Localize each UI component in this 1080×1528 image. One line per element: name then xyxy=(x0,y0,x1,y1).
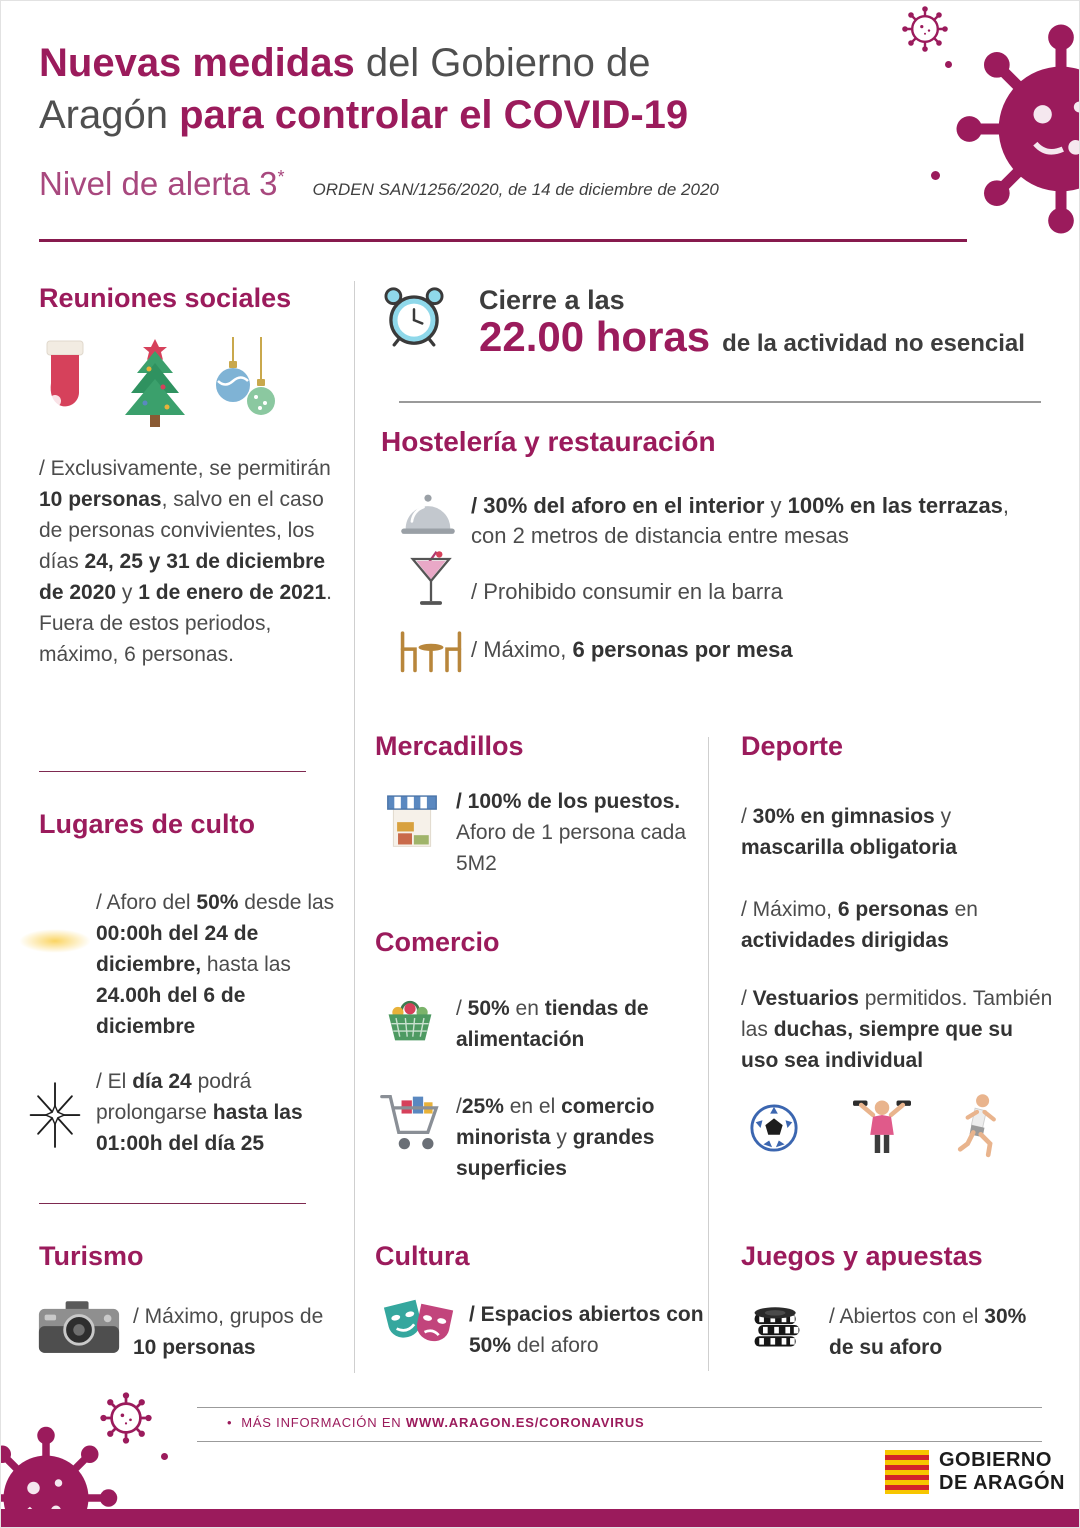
text-segment: y xyxy=(764,493,788,518)
text-segment: 00:00h del 24 de diciembre, xyxy=(96,922,259,976)
deporte-item-2 xyxy=(741,894,1051,956)
text-segment: en el xyxy=(503,1095,562,1118)
text-segment: , con 2 metros de distancia entre mesas xyxy=(471,493,1010,548)
alert-asterisk: * xyxy=(277,167,285,187)
text-segment: y xyxy=(116,581,139,604)
closure-time xyxy=(479,313,1025,361)
section-title-cultura: Cultura xyxy=(375,1241,470,1271)
closure-label: Cierre a las xyxy=(479,285,625,315)
text-segment: actividades dirigidas xyxy=(741,929,949,952)
hosteleria-item-2 xyxy=(471,577,1046,607)
title-highlight-2: para controlar el COVID-19 xyxy=(179,93,689,137)
text-segment: / Aforo del xyxy=(96,891,197,914)
text-segment: grandes superficies xyxy=(456,1126,655,1180)
soccer-ball-icon xyxy=(749,1103,799,1153)
text-segment: del aforo xyxy=(511,1334,599,1357)
aragon-flag-icon xyxy=(885,1450,929,1494)
footer-info-label: MÁS INFORMACIÓN EN xyxy=(241,1415,406,1430)
text-segment: en xyxy=(948,898,978,921)
grocery-basket-icon xyxy=(383,991,437,1047)
text-segment: mascarilla obligatoria xyxy=(741,836,957,859)
runner-icon xyxy=(949,1091,1005,1159)
bottom-accent-bar xyxy=(1,1509,1080,1528)
text-segment: tiendas de alimentación xyxy=(456,997,649,1051)
cloche-icon xyxy=(399,491,457,541)
reuniones-text xyxy=(39,453,335,670)
text-segment: duchas, siempre que su uso sea individual xyxy=(741,1018,1013,1072)
christmas-stocking-icon xyxy=(39,337,97,421)
title-plain-1: del Gobierno de xyxy=(354,41,651,85)
text-segment: hasta las xyxy=(201,953,291,976)
text-segment: / El xyxy=(96,1070,133,1093)
text-segment: hasta las 01:00h del día 25 xyxy=(96,1101,303,1155)
text-segment: 100% en las terrazas xyxy=(787,493,1003,518)
comercio-item-2 xyxy=(456,1091,706,1184)
footer-divider-top xyxy=(197,1407,1042,1408)
mercadillos-item-1 xyxy=(456,786,691,879)
poker-chips-icon xyxy=(749,1297,805,1353)
market-stall-icon xyxy=(385,793,439,855)
christmas-icons xyxy=(39,337,277,429)
section-title-turismo: Turismo xyxy=(39,1241,144,1271)
text-segment: 50% xyxy=(196,891,239,914)
text-segment: día 24 xyxy=(132,1070,192,1093)
page-title xyxy=(39,37,919,141)
order-reference: ORDEN SAN/1256/2020, de 14 de diciembre de 2020 xyxy=(312,180,719,199)
text-segment: . Fuera de estos periodos, máximo, 6 personas. xyxy=(39,581,333,666)
text-segment: / Prohibido consumir en la barra xyxy=(471,579,783,604)
text-segment: y xyxy=(934,805,952,828)
decor-dot xyxy=(931,171,940,180)
text-segment: / xyxy=(456,1095,462,1118)
text-segment: / 30% del aforo en el interior xyxy=(471,493,765,518)
text-segment: 50% xyxy=(467,997,510,1020)
camera-icon xyxy=(37,1299,121,1357)
banner-divider xyxy=(399,401,1041,403)
candle-glow-icon xyxy=(19,929,91,953)
section-title-culto: Lugares de culto xyxy=(39,809,256,839)
header-divider xyxy=(39,239,967,242)
section-divider xyxy=(39,1203,306,1204)
text-segment: / Máximo, grupos de xyxy=(133,1305,324,1328)
footer-divider-bottom xyxy=(197,1441,1042,1442)
text-segment: / 100% de los puestos. xyxy=(456,790,681,813)
logo-line-1: GOBIERNO xyxy=(939,1449,1052,1471)
culto-item-2 xyxy=(96,1066,342,1159)
text-segment: Vestuarios xyxy=(752,987,859,1010)
title-highlight-1: Nuevas medidas xyxy=(39,41,355,85)
footer-info xyxy=(227,1415,645,1430)
column-divider xyxy=(708,737,709,1371)
comercio-item-1 xyxy=(456,993,701,1055)
text-segment: 6 personas por mesa xyxy=(572,637,793,662)
sparkle-star-icon xyxy=(25,1081,85,1149)
text-segment: 25% xyxy=(461,1095,504,1118)
section-title-comercio: Comercio xyxy=(375,927,500,957)
virus-outline-icon xyxy=(901,5,949,53)
text-segment: en xyxy=(509,997,545,1020)
text-segment: 6 personas xyxy=(837,898,949,921)
text-segment: / Abiertos con el xyxy=(829,1305,985,1328)
juegos-item-1 xyxy=(829,1301,1049,1363)
shopping-cart-icon xyxy=(379,1087,441,1157)
title-plain-2: Aragón xyxy=(39,93,180,137)
hosteleria-item-3 xyxy=(471,635,1046,665)
cultura-item-1 xyxy=(469,1299,704,1361)
text-segment: desde las xyxy=(238,891,335,914)
text-segment: 10 personas xyxy=(133,1336,256,1359)
text-segment: , salvo en el caso de personas convivientes, los días xyxy=(39,488,324,573)
christmas-tree-icon xyxy=(119,337,191,429)
turismo-item-1 xyxy=(133,1301,343,1363)
text-segment: 30% de su aforo xyxy=(829,1305,1027,1359)
text-segment: / xyxy=(741,805,753,828)
alert-level-text: Nivel de alerta 3 xyxy=(39,165,278,202)
text-segment: permitidos. También las xyxy=(741,987,1053,1041)
table-chairs-icon xyxy=(397,626,465,674)
text-segment: 30% en gimnasios xyxy=(752,805,935,828)
alert-level xyxy=(39,165,284,203)
alarm-clock-icon xyxy=(381,281,447,351)
culto-item-1 xyxy=(96,887,342,1042)
theater-masks-icon xyxy=(381,1293,457,1353)
hosteleria-item-1 xyxy=(471,491,1046,551)
logo-line-2: DE ARAGÓN xyxy=(939,1472,1065,1494)
text-segment: 24.00h del 6 de diciembre xyxy=(96,984,246,1038)
text-segment: 1 de enero de 2021 xyxy=(138,581,327,604)
closure-time-value: 22.00 horas xyxy=(479,313,711,360)
header xyxy=(39,37,919,203)
text-segment: Aforo de 1 persona cada 5M2 xyxy=(456,821,686,875)
text-segment: / xyxy=(456,997,468,1020)
section-title-mercadillos: Mercadillos xyxy=(375,731,524,761)
section-divider xyxy=(39,771,306,772)
weightlifter-icon xyxy=(853,1091,911,1157)
gobierno-aragon-logo xyxy=(885,1449,1065,1495)
section-title-hosteleria: Hostelería y restauración xyxy=(381,426,716,457)
baubles-icon xyxy=(213,337,277,429)
text-segment: comercio minorista xyxy=(456,1095,655,1149)
decor-dot xyxy=(161,1453,168,1460)
virus-icon xyxy=(951,19,1080,239)
bullet-icon: • xyxy=(227,1415,233,1430)
text-segment: / Máximo, xyxy=(471,637,573,662)
section-title-reuniones: Reuniones sociales xyxy=(39,283,292,313)
decor-dot xyxy=(945,61,952,68)
section-title-juegos: Juegos y apuestas xyxy=(741,1241,983,1271)
deporte-item-3 xyxy=(741,983,1056,1076)
text-segment: podrá prolongarse xyxy=(96,1070,252,1124)
text-segment: y xyxy=(550,1126,573,1149)
text-segment: / xyxy=(741,987,753,1010)
logo-text xyxy=(939,1449,1065,1495)
footer-info-url: WWW.ARAGON.ES/CORONAVIRUS xyxy=(405,1415,645,1430)
closure-time-suffix: de la actividad no esencial xyxy=(722,330,1025,357)
deporte-item-1 xyxy=(741,801,1051,863)
text-segment: / Espacios abiertos con 50% xyxy=(469,1303,704,1357)
text-segment: 10 personas xyxy=(39,488,162,511)
text-segment: / Exclusivamente, se permitirán xyxy=(39,457,331,480)
column-divider xyxy=(354,281,355,1373)
cocktail-icon xyxy=(409,549,453,613)
section-title-deporte: Deporte xyxy=(741,731,844,761)
text-segment: 24, 25 y 31 de diciembre de 2020 xyxy=(39,550,326,604)
text-segment: / Máximo, xyxy=(741,898,838,921)
